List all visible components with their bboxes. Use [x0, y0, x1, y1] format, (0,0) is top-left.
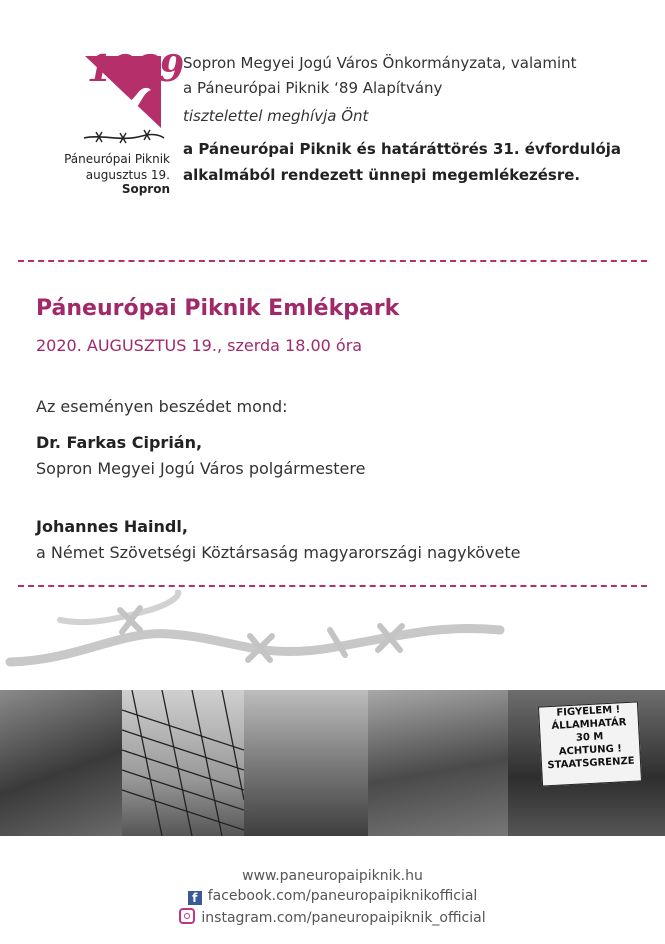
website-link[interactable]: www.paneuropaipiknik.hu [242, 868, 423, 884]
speaker-1-name: Dr. Farkas Ciprián, [36, 433, 203, 452]
logo-caption-line1: Páneurópai Piknik [64, 152, 170, 166]
photo-embrace [0, 690, 122, 836]
photo-guards [244, 690, 368, 836]
speakers-intro: Az eseményen beszédet mond: [36, 397, 288, 416]
photo-fence [122, 690, 244, 836]
facebook-icon: f [188, 891, 202, 905]
event-venue: Páneurópai Piknik Emlékpark [36, 296, 400, 321]
logo-caption-line2 [40, 168, 170, 196]
photo-crowd [368, 690, 508, 836]
sign-line-2: ÁLLAMHATÁR [551, 717, 627, 732]
facebook-link-text: facebook.com/paneuropaipiknikofficial [207, 888, 478, 904]
sign-line-1: FIGYELEM ! [556, 704, 621, 719]
instagram-icon [179, 908, 195, 924]
logo-year: 1989 [87, 48, 184, 90]
barbed-wire-graphic [0, 590, 665, 690]
speaker-2-name: Johannes Haindl, [36, 517, 188, 536]
logo-city: Sopron [121, 182, 170, 196]
facebook-link[interactable] [0, 888, 665, 905]
invitation-line-5: alkalmából rendezett ünnepi megemlékezésre. [183, 166, 581, 184]
sign-line-3: 30 M [575, 731, 604, 744]
event-date: 2020. AUGUSZTUS 19., szerda 18.00 óra [36, 336, 363, 355]
border-sign [538, 701, 642, 786]
sign-line-4: ACHTUNG ! [558, 743, 623, 758]
sign-line-5: STAATSGRENZE [547, 755, 635, 772]
instagram-link[interactable] [0, 908, 665, 926]
invitation-line-2: a Páneurópai Piknik ‘89 Alapítvány [183, 79, 443, 97]
invitation-line-3: tisztelettel meghívja Önt [183, 107, 369, 125]
speaker-1-title: Sopron Megyei Jogú Város polgármestere [36, 459, 366, 478]
invitation-line-1: Sopron Megyei Jogú Város Önkormányzata, valamint [183, 54, 577, 72]
barbed-wire-icon [82, 126, 166, 148]
invitation-line-4: a Páneurópai Piknik és határáttörés 31. évfordulója [183, 140, 622, 158]
instagram-link-text: instagram.com/paneuropaipiknik_official [201, 910, 486, 926]
divider-top [18, 260, 647, 262]
logo-date: augusztus 19. [85, 168, 170, 182]
speaker-2-title: a Német Szövetségi Köztársaság magyarországi nagykövete [36, 543, 521, 562]
divider-bottom [18, 585, 647, 587]
